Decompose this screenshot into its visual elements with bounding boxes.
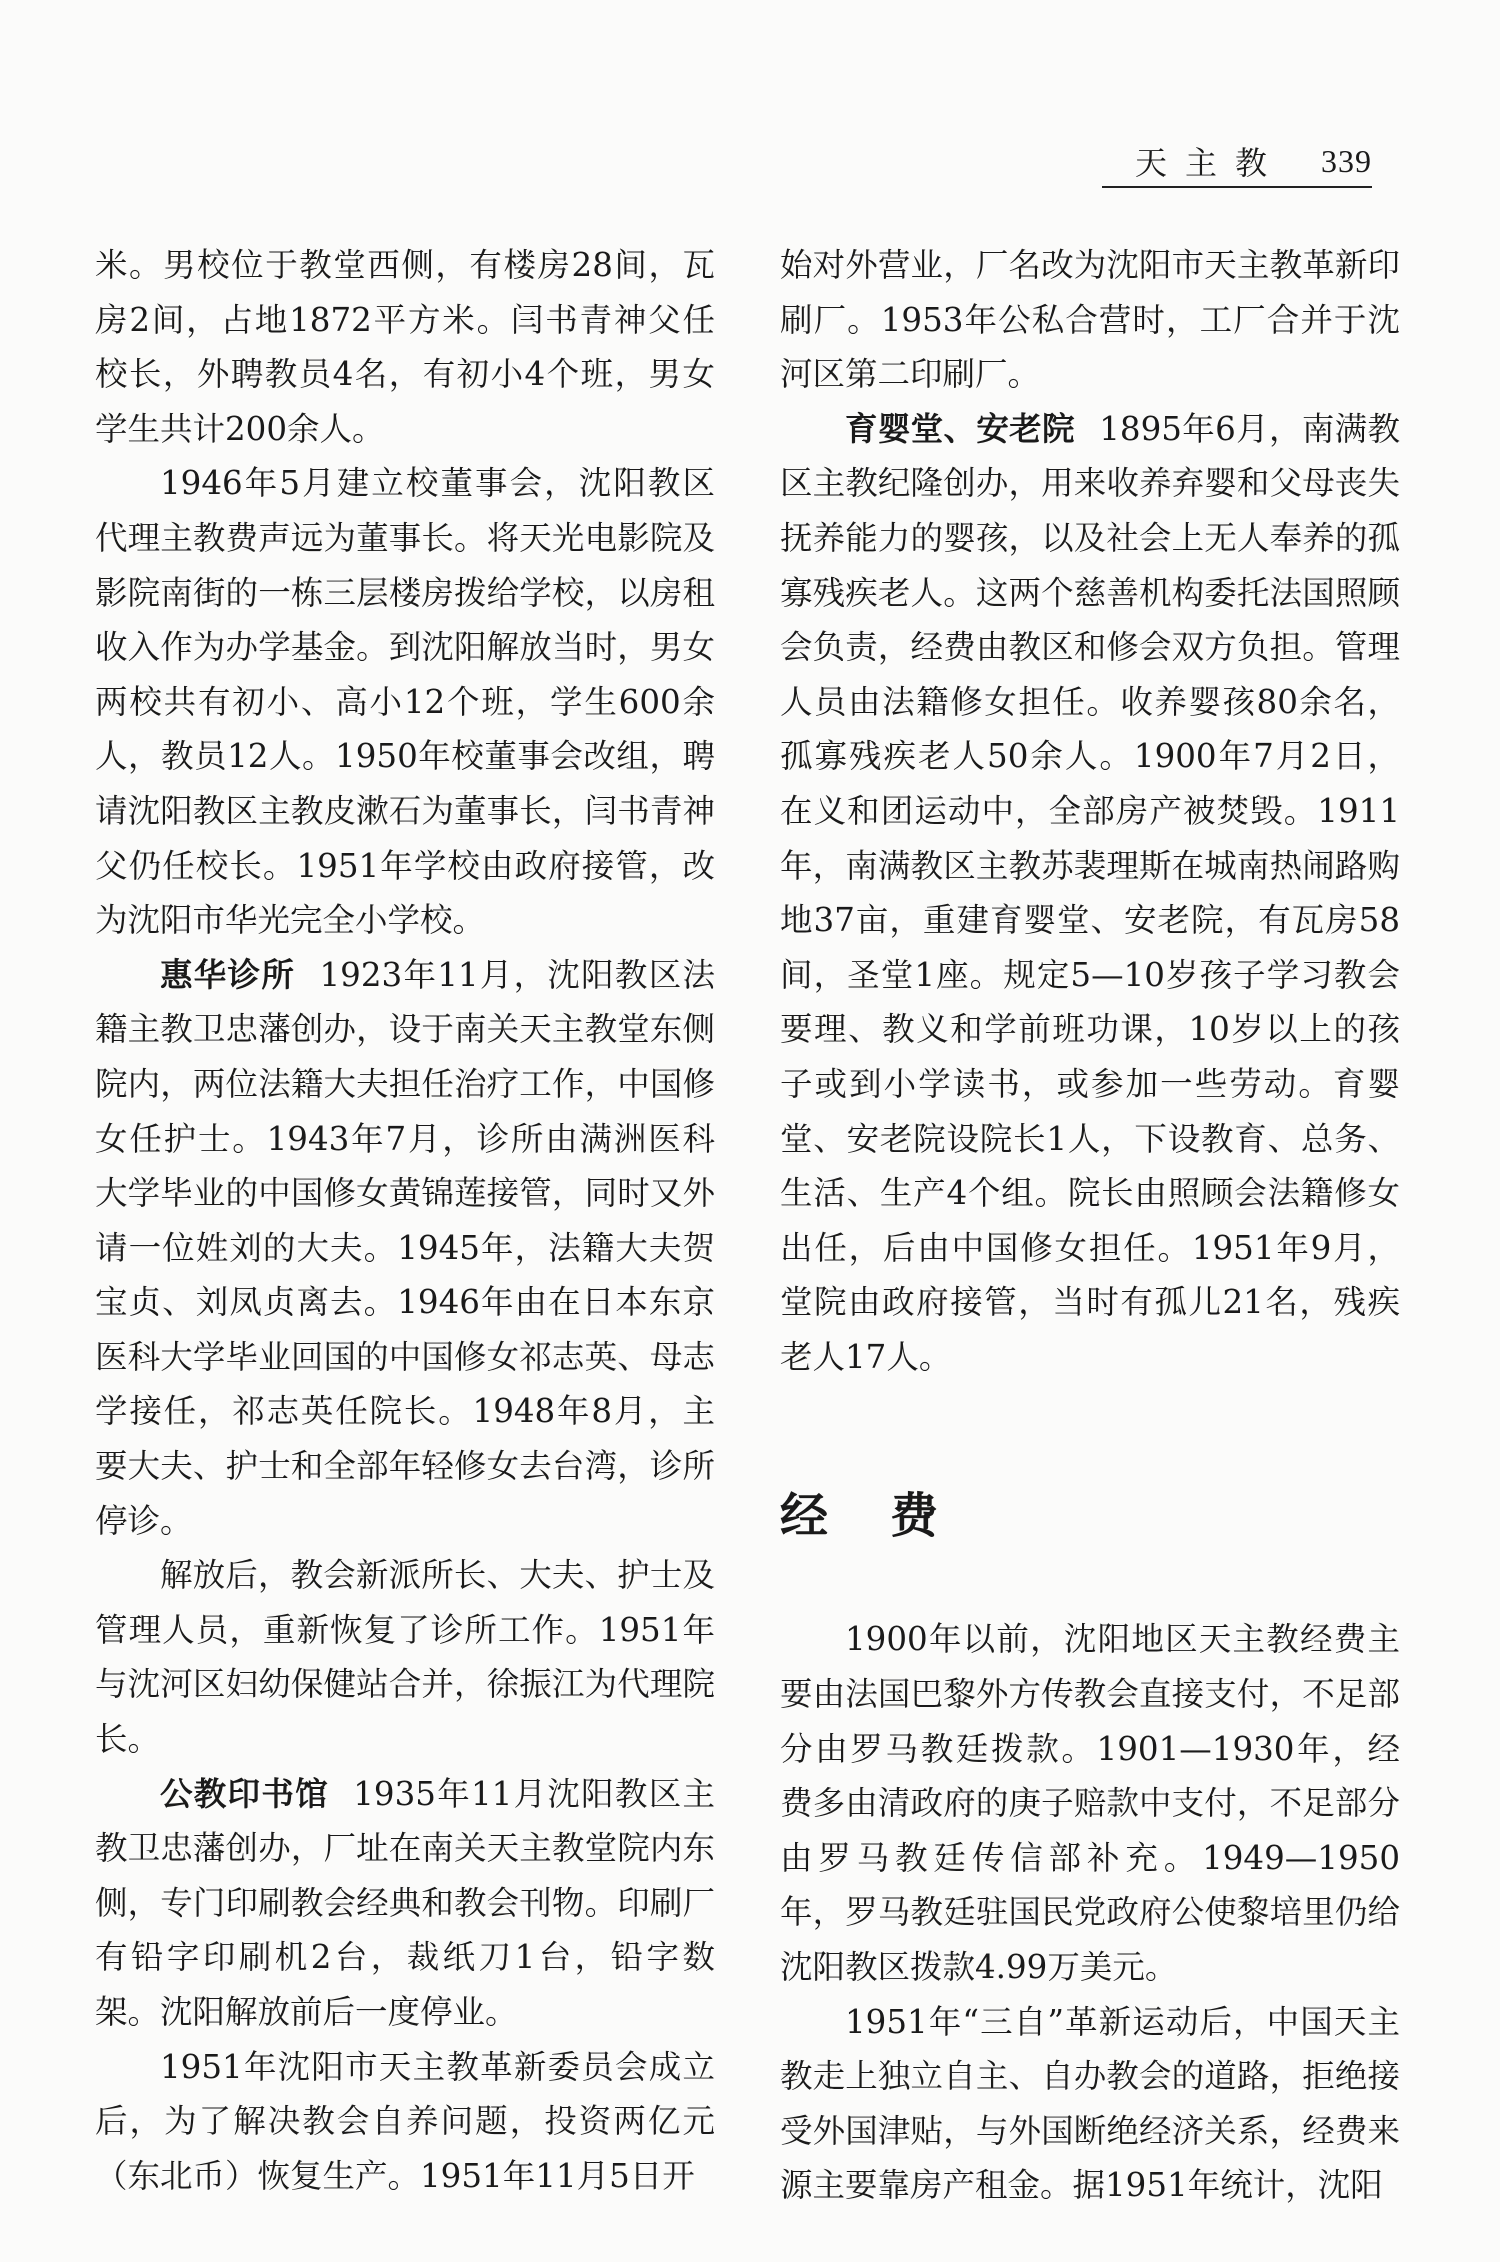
orphanage-text: 1895年6月，南满教区主教纪隆创办，用来收养弃婴和父母丧失抚养能力的婴孩，以及社会上无人奉养的孤寡残疾老人。这两个慈善机构委托法国照顾会负责，经费由教区和修会双方负担。管理人员由法籍修女担任。收养婴孩80余名，孤寡残疾老人50余人。1900年7月2日，在义和团运动中，全部房产被焚毁。1911年，南满教区主教苏裴理斯在城南热闹路购地37亩，重建育婴堂、安老院，有瓦房58间，圣堂1座。规定5—10岁孩子学习教会要理、教义和学前班功课，10岁以上的孩子或到小学读书，或参加一些劳动。育婴堂、安老院设院长1人，下设教育、总务、生活、生产4个组。院长由照顾会法籍修女出任，后由中国修女担任。1951年9月，堂院由政府接管，当时有孤儿21名，残疾老人17人。 [780,409,1400,1376]
running-header [1102,136,1372,188]
paragraph-funding-before-1900: 1900年以前，沈阳地区天主教经费主要由法国巴黎外方传教会直接支付，不足部分由罗马教廷拨款。1901—1930年，经费多由清政府的庚子赔款中支付，不足部分由罗马教廷传信部补充。1949—1950年，罗马教廷驻国民党政府公使黎培里仍给沈阳教区拨款4.99万美元。 [780,1620,1400,1987]
heading-catholic-press: 公教印书馆 [160,1774,329,1813]
left-column [95,238,715,2203]
paragraph-press-1951: 1951年沈阳市天主教革新委员会成立后，为了解决教会自养问题，投资两亿元（东北币）恢复生产。1951年11月5日开 [95,2047,715,2195]
heading-orphanage: 育婴堂、安老院 [845,409,1075,448]
page-number: 339 [1321,142,1372,179]
section-title-funding: 经费 [780,1488,1001,1545]
paragraph-press-continued: 始对外营业，厂名改为沈阳市天主教革新印刷厂。1953年公私合营时，工厂合并于沈河区第二印刷厂。 [780,246,1400,394]
paragraph-clinic-after-liberation: 解放后，教会新派所长、大夫、护士及管理人员，重新恢复了诊所工作。1951年与沈河区妇幼保健站合并，徐振江为代理院长。 [95,1556,715,1759]
heading-huihua-clinic: 惠华诊所 [160,955,296,994]
paragraph-school-board: 1946年5月建立校董事会，沈阳教区代理主教费声远为董事长。将天光电影院及影院南街的一栋三层楼房拨给学校，以房租收入作为办学基金。到沈阳解放当时，男女两校共有初小、高小12个班，学生600余人，教员12人。1950年校董事会改组，聘请沈阳教区主教皮漱石为董事长，闫书青神父仍任校长。1951年学校由政府接管，改为沈阳市华光完全小学校。 [95,464,715,940]
paragraph-school-continued: 米。男校位于教堂西侧，有楼房28间，瓦房2间，占地1872平方米。闫书青神父任校长，外聘教员4名，有初小4个班，男女学生共计200余人。 [95,246,715,448]
paragraph-catholic-press [95,1767,715,2040]
paragraph-funding-after-1951: 1951年“三自”革新运动后，中国天主教走上独立自主、自办教会的道路，拒绝接受外国津贴，与外国断绝经济关系，经费来源主要靠房产租金。据1951年统计，沈阳 [780,2002,1400,2205]
paragraph-orphanage [780,402,1400,1385]
running-header-title: 天主教 [1134,144,1285,182]
right-column [780,238,1400,2213]
catholic-press-text: 1935年11月沈阳教区主教卫忠藩创办，厂址在南关天主教堂院内东侧，专门印刷教会经典和教会刊物。印刷厂有铅字印刷机2台，裁纸刀1台，铅字数架。沈阳解放前后一度停业。 [95,1774,715,2031]
huihua-clinic-text: 1923年11月，沈阳教区法籍主教卫忠藩创办，设于南关天主教堂东侧院内，两位法籍大夫担任治疗工作，中国修女任护士。1943年7月，诊所由满洲医科大学毕业的中国修女黄锦莲接管，同时又外请一位姓刘的大夫。1945年，法籍大夫贺宝贞、刘凤贞离去。1946年由在日本东京医科大学毕业回国的中国修女祁志英、母志学接任，祁志英任院长。1948年8月，主要大夫、护士和全部年轻修女去台湾，诊所停诊。 [95,955,715,1540]
paragraph-huihua-clinic [95,948,715,1549]
